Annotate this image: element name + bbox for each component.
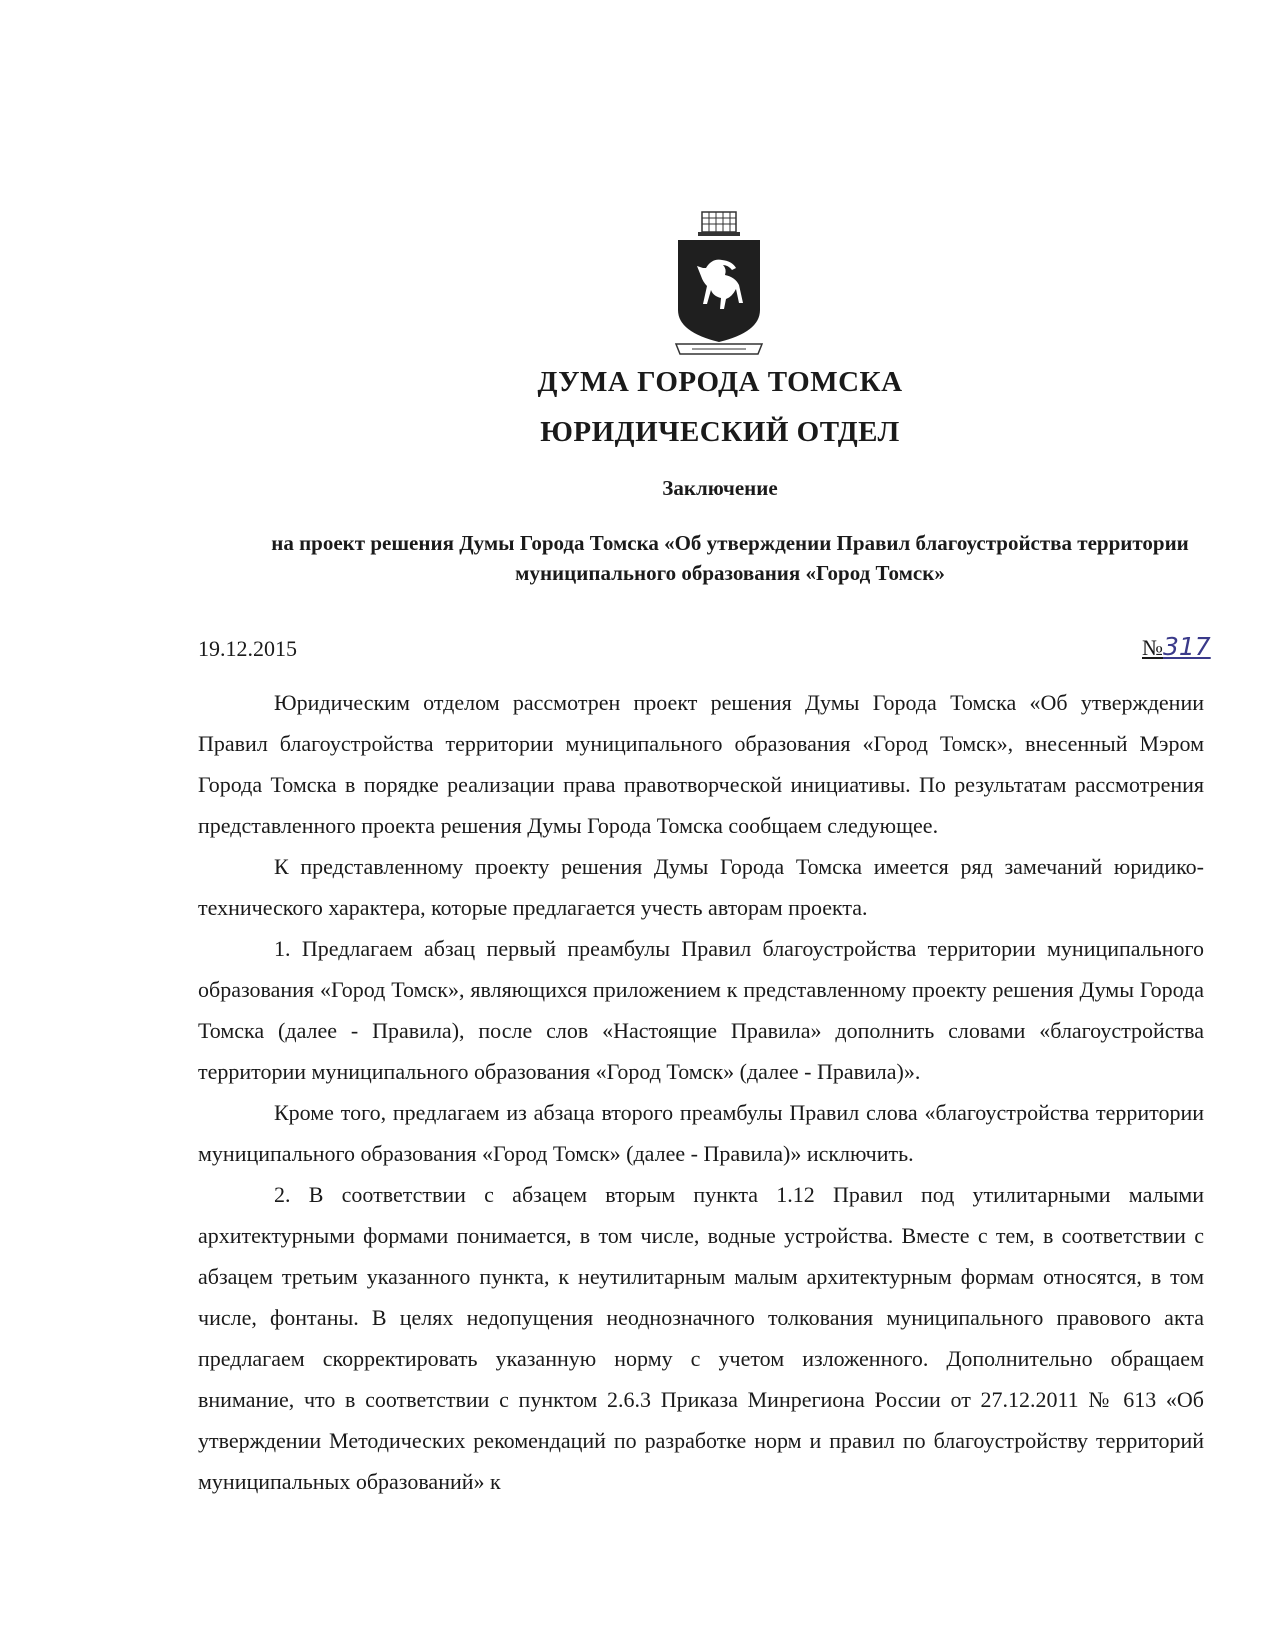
paragraph: 1. Предлагаем абзац первый преамбулы Правил благоустройства территории муниципального образования «Город Томск», являющихся приложением к представленному проекту решения Думы Города Томска (далее - Правила), после слов «Настоящие Правила» дополнить словами «благоустройства территории муниципального образования «Город Томск» (далее - Правила)». (198, 936, 1204, 1084)
document-body (198, 682, 1204, 1502)
document-subject: на проект решения Думы Города Томска «Об утверждении Правил благоустройства территории муниципального образования «Город Томск» (271, 531, 1189, 585)
organization-name: ДУМА ГОРОДА ТОМСКА (537, 366, 903, 398)
paragraph: 2. В соответствии с абзацем вторым пункта 1.12 Правил под утилитарными малыми архитектурными формами понимается, в том числе, водные устройства. Вместе с тем, в соответствии с абзацем третьим указанного пункта, к неутилитарным малым архитектурным формам относятся, в том числе, фонтаны. В целях недопущения неоднозначного толкования муниципального правового акта предлагаем скорректировать указанную норму с учетом изложенного. Дополнительно обращаем внимание, что в соответствии с пунктом 2.6.3 Приказа Минрегиона России от 27.12.2011 № 613 «Об утверждении Методических рекомендаций по разработке норм и правил по благоустройству территорий муниципальных образований» к (198, 1182, 1204, 1494)
document-type: Заключение (662, 476, 778, 500)
crown-icon (698, 212, 740, 236)
paragraph: Юридическим отделом рассмотрен проект решения Думы Города Томска «Об утверждении Правил благоустройства территории муниципального образования «Город Томск», внесенный Мэром Города Томска в порядке реализации права правотворческой инициативы. По результатам рассмотрения представленного проекта решения Думы Города Томска сообщаем следующее. (198, 690, 1204, 838)
number-value: 317 (1163, 632, 1211, 661)
paragraph: К представленному проекту решения Думы Города Томска имеется ряд замечаний юридико-технического характера, которые предлагается учесть авторам проекта. (198, 854, 1204, 920)
number-sign: № (1142, 635, 1163, 660)
department-name: ЮРИДИЧЕСКИЙ ОТДЕЛ (540, 416, 900, 448)
document-date: 19.12.2015 (198, 636, 297, 661)
paragraph: Кроме того, предлагаем из абзаца второго преамбулы Правил слова «благоустройства территории муниципального образования «Город Томск» (далее - Правила)» исключить. (198, 1100, 1204, 1166)
coat-of-arms-icon (672, 210, 766, 360)
document-number (1142, 632, 1211, 661)
